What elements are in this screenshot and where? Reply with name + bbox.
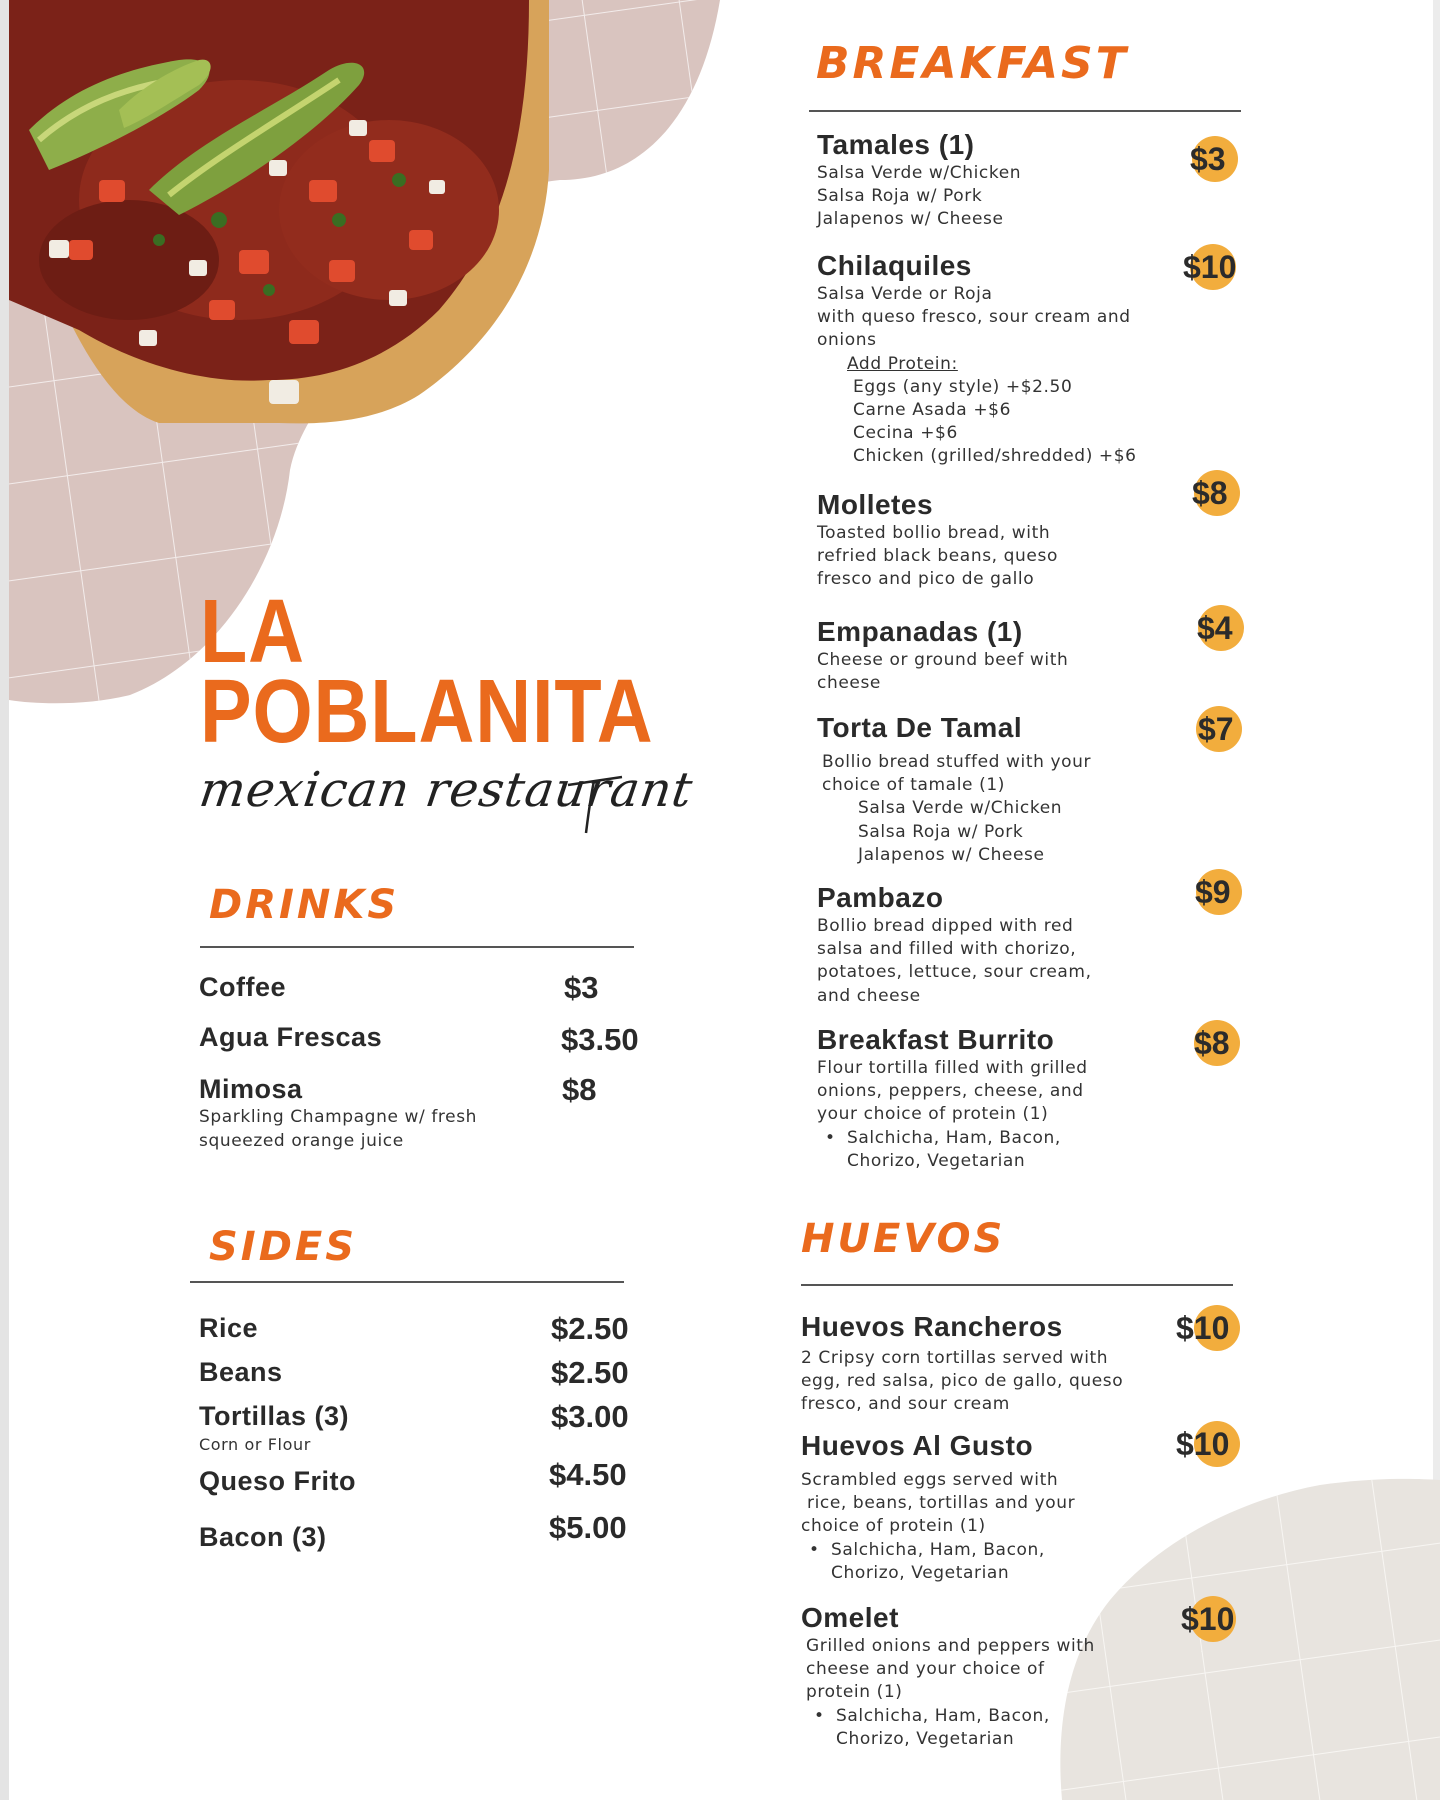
item-price-empanadas: $4 [1197,610,1233,646]
item-name: Molletes [817,489,934,520]
item-desc-line: Scrambled eggs served with [801,1470,1059,1490]
item-desc-line: Salsa Verde or Roja [817,284,993,304]
menu-item-tamales [817,129,1021,232]
tagline-flourish [560,755,630,835]
drink-desc-mimosa-line1: Sparkling Champagne w/ fresh [199,1107,478,1127]
menu-item-pambazo [817,882,1092,1008]
side-name-bacon: Bacon (3) [199,1522,327,1552]
item-desc-line: Jalapenos w/ Cheese [817,209,1004,230]
bullet-icon: • [814,1705,825,1726]
restaurant-tagline: mexican restaurant [196,762,697,818]
item-price-molletes: $8 [1192,475,1228,511]
item-price-torta-de-tamal: $7 [1198,711,1234,747]
item-desc-line: with queso fresco, sour cream and [817,307,1131,328]
protein-bullet [801,1705,1095,1728]
protein-bullet-cont: Chorizo, Vegetarian [836,1728,1015,1749]
tamale-option: Jalapenos w/ Cheese [858,844,1045,865]
item-desc-line: Salsa Verde w/Chicken [817,163,1022,183]
protein-option: Chicken (grilled/shredded) +$6 [853,446,1137,467]
restaurant-name-line1: LA [200,582,305,682]
bullet-icon: • [809,1539,820,1560]
bullet-text: Salchicha, Ham, Bacon, [847,1127,1061,1148]
protein-option: Carne Asada +$6 [853,400,1012,421]
item-desc-line: choice of tamale (1) [822,775,1005,796]
add-protein-label: Add Protein: [847,353,958,374]
breakfast-heading: BREAKFAST [816,38,1129,89]
restaurant-name-line2: POBLANITA [200,662,654,762]
item-desc-line: onions, peppers, cheese, and [817,1081,1084,1102]
menu-item-chilaquiles [817,250,1137,469]
menu-item-huevos-al-gusto [801,1430,1075,1585]
item-desc-line: fresco and pico de gallo [817,569,1035,590]
item-name: Breakfast Burrito [817,1024,1055,1055]
item-desc-line: egg, red salsa, pico de gallo, queso [801,1371,1124,1392]
item-name: Torta De Tamal [817,712,1023,743]
drink-price-coffee: $3 [564,970,599,1005]
drink-desc-mimosa-line2: squeezed orange juice [199,1131,404,1151]
item-price-omelet: $10 [1181,1601,1235,1637]
drink-name-mimosa: Mimosa [199,1074,303,1104]
menu-item-breakfast-burrito [817,1024,1088,1173]
item-desc-line: cheese [817,673,881,694]
protein-bullet-cont: Chorizo, Vegetarian [847,1150,1026,1171]
menu-item-torta-de-tamal [817,712,1091,867]
tamale-option: Salsa Verde w/Chicken [858,798,1063,819]
huevos-heading: HUEVOS [801,1216,1006,1262]
menu-item-empanadas [817,616,1068,695]
item-desc-line: Salsa Roja w/ Pork [817,186,983,207]
drink-name-agua-frescas: Agua Frescas [199,1022,383,1052]
item-price-tamales: $3 [1190,141,1226,177]
drinks-divider [200,946,634,948]
item-name: Tamales (1) [817,129,975,160]
side-name-queso-frito: Queso Frito [199,1466,357,1496]
bullet-text: Salchicha, Ham, Bacon, [836,1705,1050,1726]
protein-bullet [817,1127,1088,1150]
protein-option: Cecina +$6 [853,423,958,444]
side-price-bacon: $5.00 [549,1510,627,1545]
item-desc-line: Toasted bollio bread, with [817,523,1051,543]
item-price-huevos-rancheros: $10 [1176,1310,1230,1346]
menu-item-omelet [801,1602,1095,1751]
side-price-queso-frito: $4.50 [549,1457,627,1492]
side-name-tortillas: Tortillas (3) [199,1401,350,1431]
item-desc-line: fresco, and sour cream [801,1394,1010,1415]
item-desc-line: rice, beans, tortillas and your [801,1493,1076,1514]
tamale-option: Salsa Roja w/ Pork [858,821,1024,842]
item-desc-line: 2 Cripsy corn tortillas served with [801,1348,1109,1368]
item-desc-line: and cheese [817,985,921,1006]
chilaquiles-photo [9,0,549,430]
item-price-chilaquiles: $10 [1183,249,1237,285]
item-name: Huevos Al Gusto [801,1430,1034,1461]
bullet-icon: • [825,1127,836,1148]
item-desc-line: Bollio bread stuffed with your [822,752,1092,772]
item-desc-line: Cheese or ground beef with [817,650,1069,670]
menu-item-huevos-rancheros [801,1311,1123,1417]
bullet-text: Salchicha, Ham, Bacon, [831,1539,1045,1560]
item-desc-line: refried black beans, queso [817,546,1058,567]
drink-price-agua-frescas: $3.50 [561,1022,639,1057]
item-desc-line: cheese and your choice of [806,1659,1045,1680]
item-desc-line: your choice of protein (1) [817,1104,1049,1125]
item-desc-line: Grilled onions and peppers with [806,1636,1095,1656]
drink-name-coffee: Coffee [199,972,287,1002]
menu-item-molletes [817,489,1058,592]
side-price-rice: $2.50 [551,1311,629,1346]
restaurant-name [200,582,654,762]
sides-divider [190,1281,624,1283]
sides-heading: SIDES [209,1224,358,1270]
breakfast-divider [809,110,1241,112]
protein-bullet [801,1539,1075,1562]
item-desc-line: Bollio bread dipped with red [817,916,1074,936]
side-name-beans: Beans [199,1357,283,1387]
item-name: Huevos Rancheros [801,1311,1063,1342]
drinks-heading: DRINKS [209,882,400,928]
item-price-breakfast-burrito: $8 [1194,1025,1230,1061]
item-desc-line: salsa and filled with chorizo, [817,939,1077,960]
item-desc-line: choice of protein (1) [801,1516,986,1537]
item-name: Omelet [801,1602,899,1633]
protein-option: Eggs (any style) +$2.50 [853,376,1073,397]
item-desc-line: Flour tortilla filled with grilled [817,1058,1088,1078]
item-price-huevos-al-gusto: $10 [1176,1426,1230,1462]
side-desc-tortillas: Corn or Flour [199,1435,311,1454]
item-name: Empanadas (1) [817,616,1023,647]
protein-bullet-cont: Chorizo, Vegetarian [831,1562,1010,1583]
drink-price-mimosa: $8 [562,1072,597,1107]
item-desc-line: protein (1) [806,1682,903,1703]
item-desc-line: potatoes, lettuce, sour cream, [817,962,1092,983]
side-price-beans: $2.50 [551,1355,629,1390]
side-price-tortillas: $3.00 [551,1399,629,1434]
side-name-rice: Rice [199,1313,259,1343]
item-name: Pambazo [817,882,944,913]
item-desc-line: onions [817,330,877,351]
item-price-pambazo: $9 [1195,874,1231,910]
huevos-divider [801,1284,1233,1286]
item-name: Chilaquiles [817,250,972,281]
